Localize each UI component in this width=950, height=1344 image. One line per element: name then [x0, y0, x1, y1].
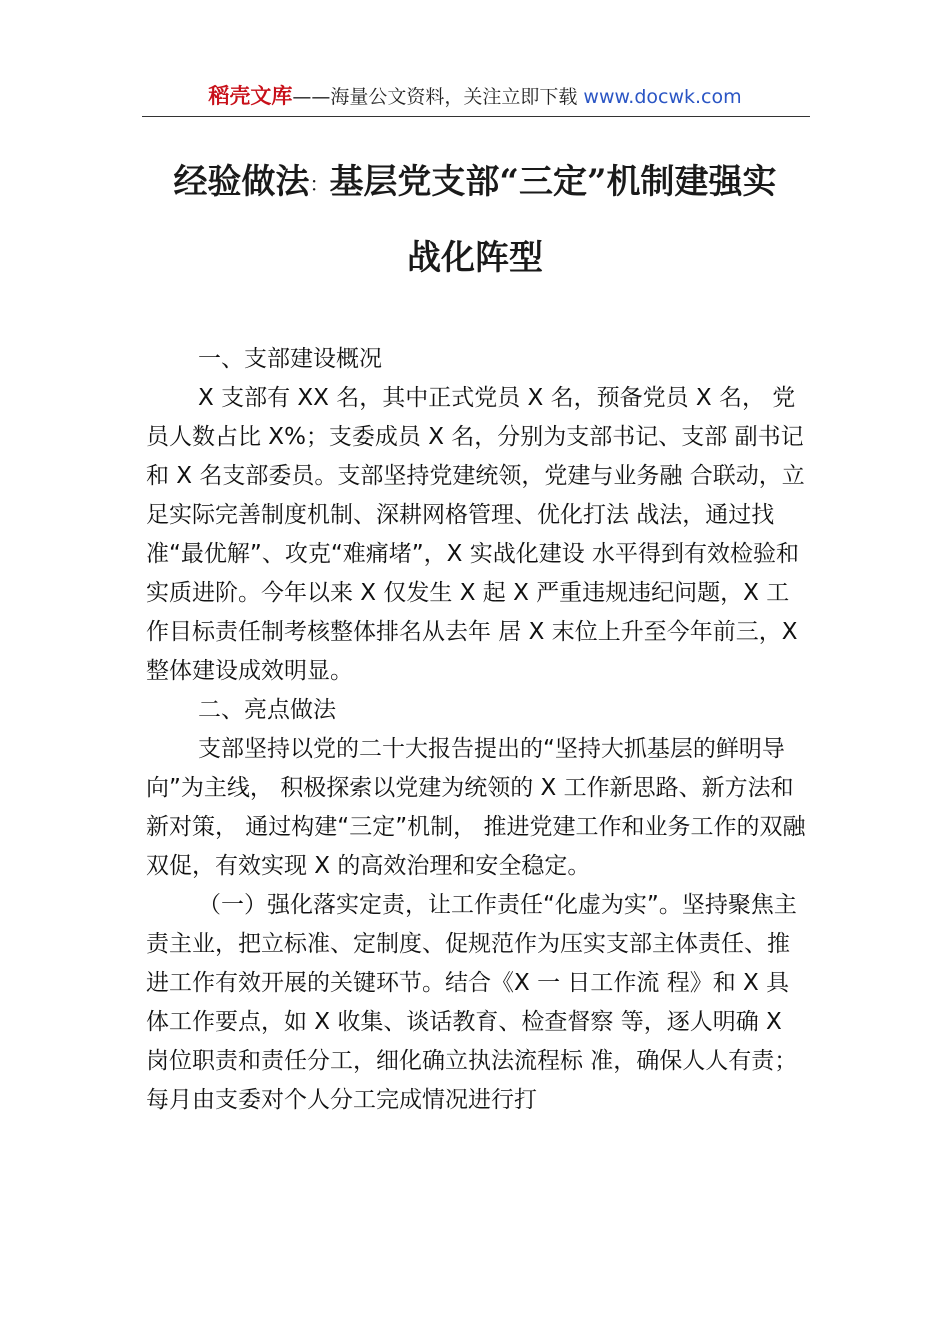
section-1-paragraph: X 支部有 XX 名，其中正式党员 X 名，预备党员 X 名， 党员人数占比 X%；支委成员 X 名，分别为支部书记、支部 副书记和 X 名支部委员。支部坚持党建统领，党建与业务融 合联动，立足实际完善制度机制、深耕网格管理、优化打法 战法，通过找准“最优解”、攻克“难痛堵”，X 实战化建设 水平得到有效检验和实质进阶。今年以来 X 仅发生 X 起 X 严重违规违纪问题，X 工作目标责任制考核整体排名从去年 居 X 末位上升至今年前三，X 整体建设成效明显。 — [146, 385, 805, 684]
section-2-heading: 二、亮点做法 — [198, 697, 336, 723]
header-url-link[interactable]: www.docwk.com — [583, 86, 742, 108]
title-part-1: 经验做法 — [173, 162, 310, 202]
section-1-heading: 一、支部建设概况 — [198, 346, 382, 372]
header-slogan: ——海量公文资料，关注立即下载 — [292, 86, 584, 108]
document-title-line-2: 战化阵型 — [407, 238, 543, 278]
section-2-paragraph-2: （一）强化落实定责，让工作责任“化虚为实”。坚持聚焦主责主业，把立标准、定制度、促规范作为压实支部主体责任、推进工作有效开展的关键环节。结合《X 一 日工作流 程》和 X 具体工作要点，如 X 收集、谈话教育、检查督察 等，逐人明确 X 岗位职责和责任分工，细化确立执法流程标 准，确保人人有责；每月由支委对个人分工完成情况进行打 — [146, 892, 798, 1113]
brand-logo-text[interactable]: 稻壳文库 — [208, 84, 293, 108]
document-body — [146, 340, 810, 1120]
title-colon: ： — [309, 172, 330, 196]
title-part-2: 基层党支部“三定”机制建强实 — [329, 162, 777, 202]
header-divider — [142, 116, 810, 117]
document-title-line-1 — [0, 160, 950, 206]
section-2-paragraph-1: 支部坚持以党的二十大报告提出的“坚持大抓基层的鲜明导向”为主线， 积极探索以党建为统领的 X 工作新思路、新方法和新对策， 通过构建“三定”机制， 推进党建工作和业务工作的双融双促，有效实现 X 的高效治理和安全稳定。 — [146, 736, 806, 879]
page-header — [0, 82, 950, 111]
